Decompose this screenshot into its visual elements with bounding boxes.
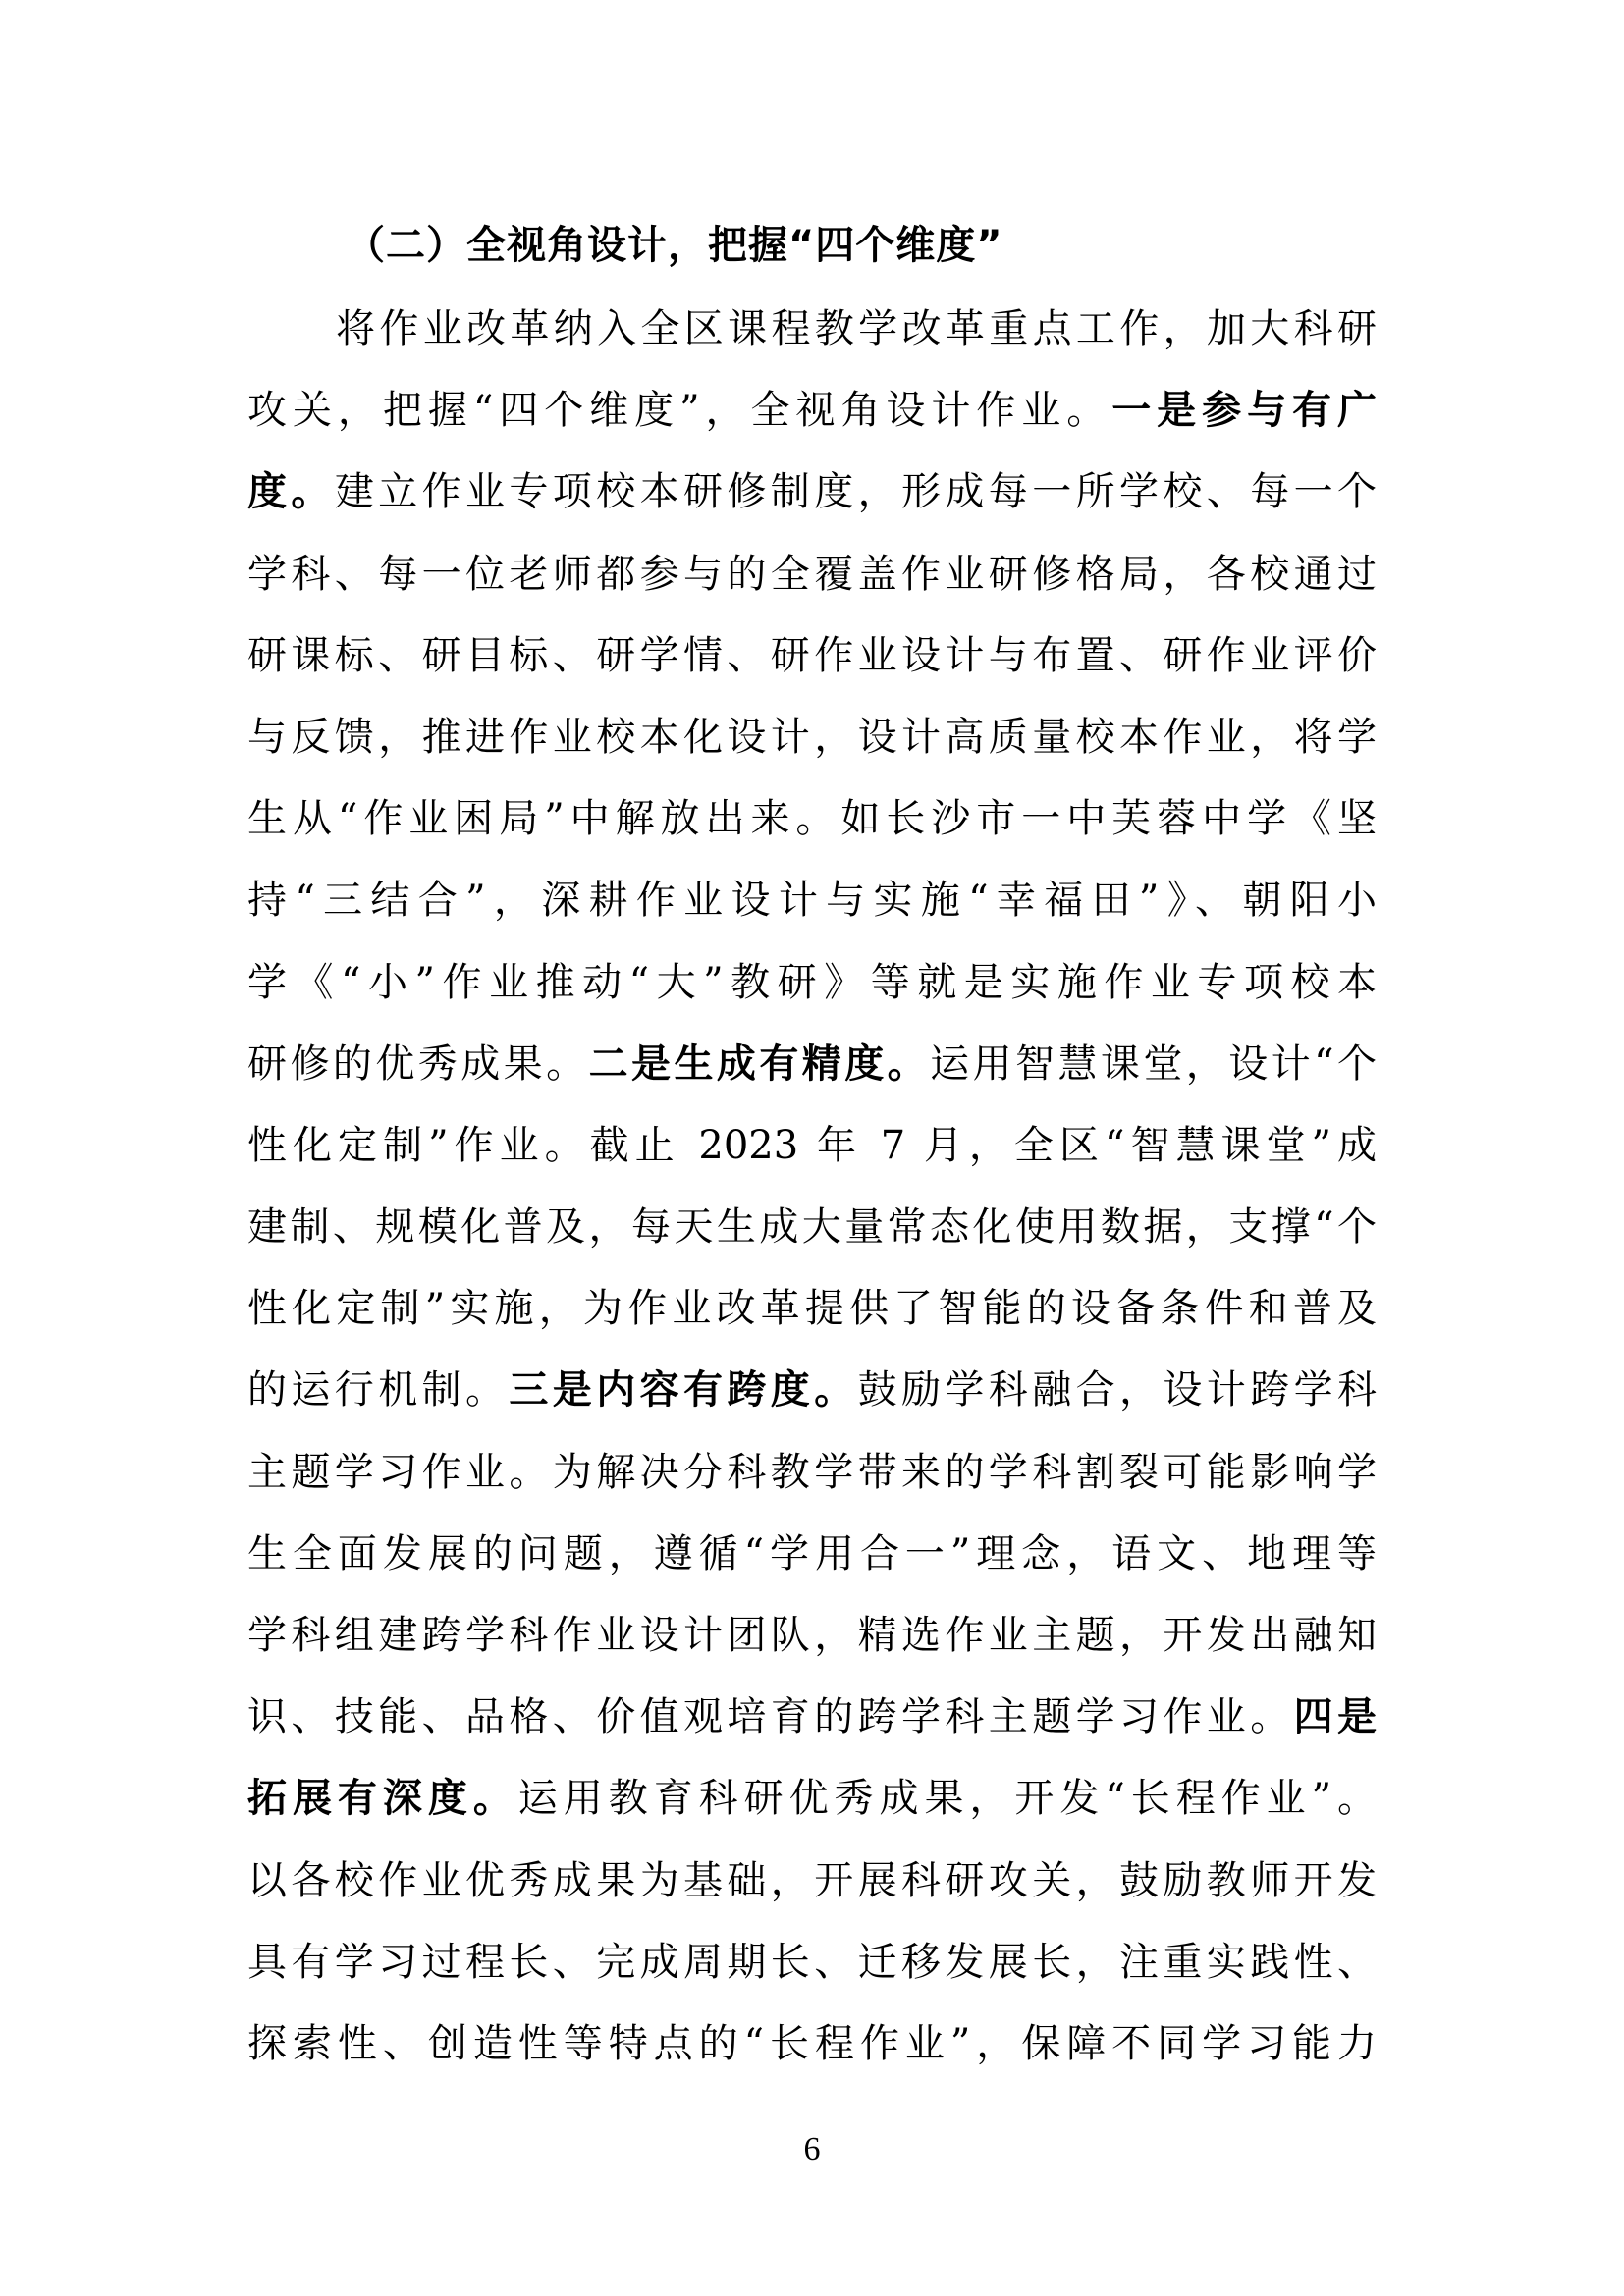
text-line [247, 1036, 1377, 1117]
body-text-run: 识、技能、品格、价值观培育的跨学科主题学习作业。 [247, 1694, 1294, 1740]
text-line [247, 2015, 1377, 2097]
body-text-run: 学科组建跨学科作业设计团队，精选作业主题，开发出融知 [247, 1613, 1377, 1658]
page-number: 6 [803, 2131, 821, 2167]
bold-key-point: 一是参与有广 [1111, 388, 1378, 434]
body-text-run: 建制、规模化普及，每天生成大量常态化使用数据，支撑“个 [247, 1204, 1377, 1251]
text-line [247, 627, 1377, 709]
text-line [247, 1444, 1377, 1525]
body-text-run: 研课标、研目标、研学情、研作业设计与布置、研作业评价 [247, 632, 1377, 678]
body-text-run: 鼓励学科融合，设计跨学科 [857, 1367, 1378, 1414]
body-text-run: 以各校作业优秀成果为基础，开展科研攻关，鼓励教师开发 [247, 1857, 1377, 1903]
text-line [247, 1934, 1377, 2015]
text-line [247, 463, 1377, 545]
text-line [247, 382, 1377, 463]
body-text-run: 攻关，把握“四个维度”，全视角设计作业。 [247, 388, 1112, 434]
text-line [247, 1852, 1377, 1934]
body-text-run: 性化定制”作业。截止 2023 年 7 月，全区“智慧课堂”成 [247, 1122, 1377, 1168]
body-text-run: 运用智慧课堂，设计“个 [930, 1041, 1378, 1087]
bold-key-point: 四是 [1293, 1694, 1378, 1740]
body-text-run: 具有学习过程长、完成周期长、迁移发展长，注重实践性、 [247, 1939, 1377, 1985]
body-text-run: 主题学习作业。为解决分科教学带来的学科割裂可能影响学 [247, 1449, 1377, 1495]
body-text-run: 研修的优秀成果。 [247, 1041, 589, 1087]
body-text-run: 的运行机制。 [247, 1367, 510, 1414]
body-text-run: 持“三结合”，深耕作业设计与实施“幸福田”》、朝阳小 [247, 878, 1377, 924]
text-line [247, 1688, 1377, 1770]
text-line [247, 1525, 1377, 1607]
text-line [247, 709, 1377, 790]
bold-key-point: 拓展有深度。 [247, 1776, 518, 1822]
text-line [247, 1770, 1377, 1851]
text-line [247, 790, 1377, 872]
body-text-run: 学《“小”作业推动“大”教研》等就是实施作业专项校本 [247, 959, 1377, 1005]
body-text-run: 生从“作业困局”中解放出来。如长沙市一中芙蓉中学《坚 [247, 796, 1377, 842]
body-text-run: 性化定制”实施，为作业改革提供了智能的设备条件和普及 [247, 1286, 1377, 1332]
bold-key-point: 二是生成有精度。 [588, 1041, 931, 1087]
section-heading: （二）全视角设计，把握“四个维度” [346, 223, 1003, 268]
body-text-run: 学科、每一位老师都参与的全覆盖作业研修格局，各校通过 [247, 551, 1377, 597]
body-text-run: 运用教育科研优秀成果，开发“长程作业”。 [517, 1776, 1378, 1822]
text-line [247, 1362, 1377, 1443]
text-line [247, 872, 1377, 953]
body-paragraph [247, 300, 1377, 2097]
text-line [247, 954, 1377, 1036]
body-text-run: 探索性、创造性等特点的“长程作业”，保障不同学习能力 [247, 2020, 1377, 2066]
bold-key-point: 度。 [247, 469, 335, 515]
body-text-run: 建立作业专项校本研修制度，形成每一所学校、每一个 [334, 469, 1378, 515]
body-text-run: 与反馈，推进作业校本化设计，设计高质量校本作业，将学 [247, 714, 1377, 760]
text-line [247, 300, 1377, 382]
body-text-run: 将作业改革纳入全区课程教学改革重点工作，加大科研 [336, 306, 1377, 351]
text-line [247, 1280, 1377, 1362]
text-line [247, 546, 1377, 627]
text-line [247, 1607, 1377, 1688]
text-line [247, 1117, 1377, 1199]
body-text-run: 生全面发展的问题，遵循“学用合一”理念，语文、地理等 [247, 1530, 1377, 1576]
text-line [247, 1199, 1377, 1280]
bold-key-point: 三是内容有跨度。 [509, 1367, 858, 1414]
